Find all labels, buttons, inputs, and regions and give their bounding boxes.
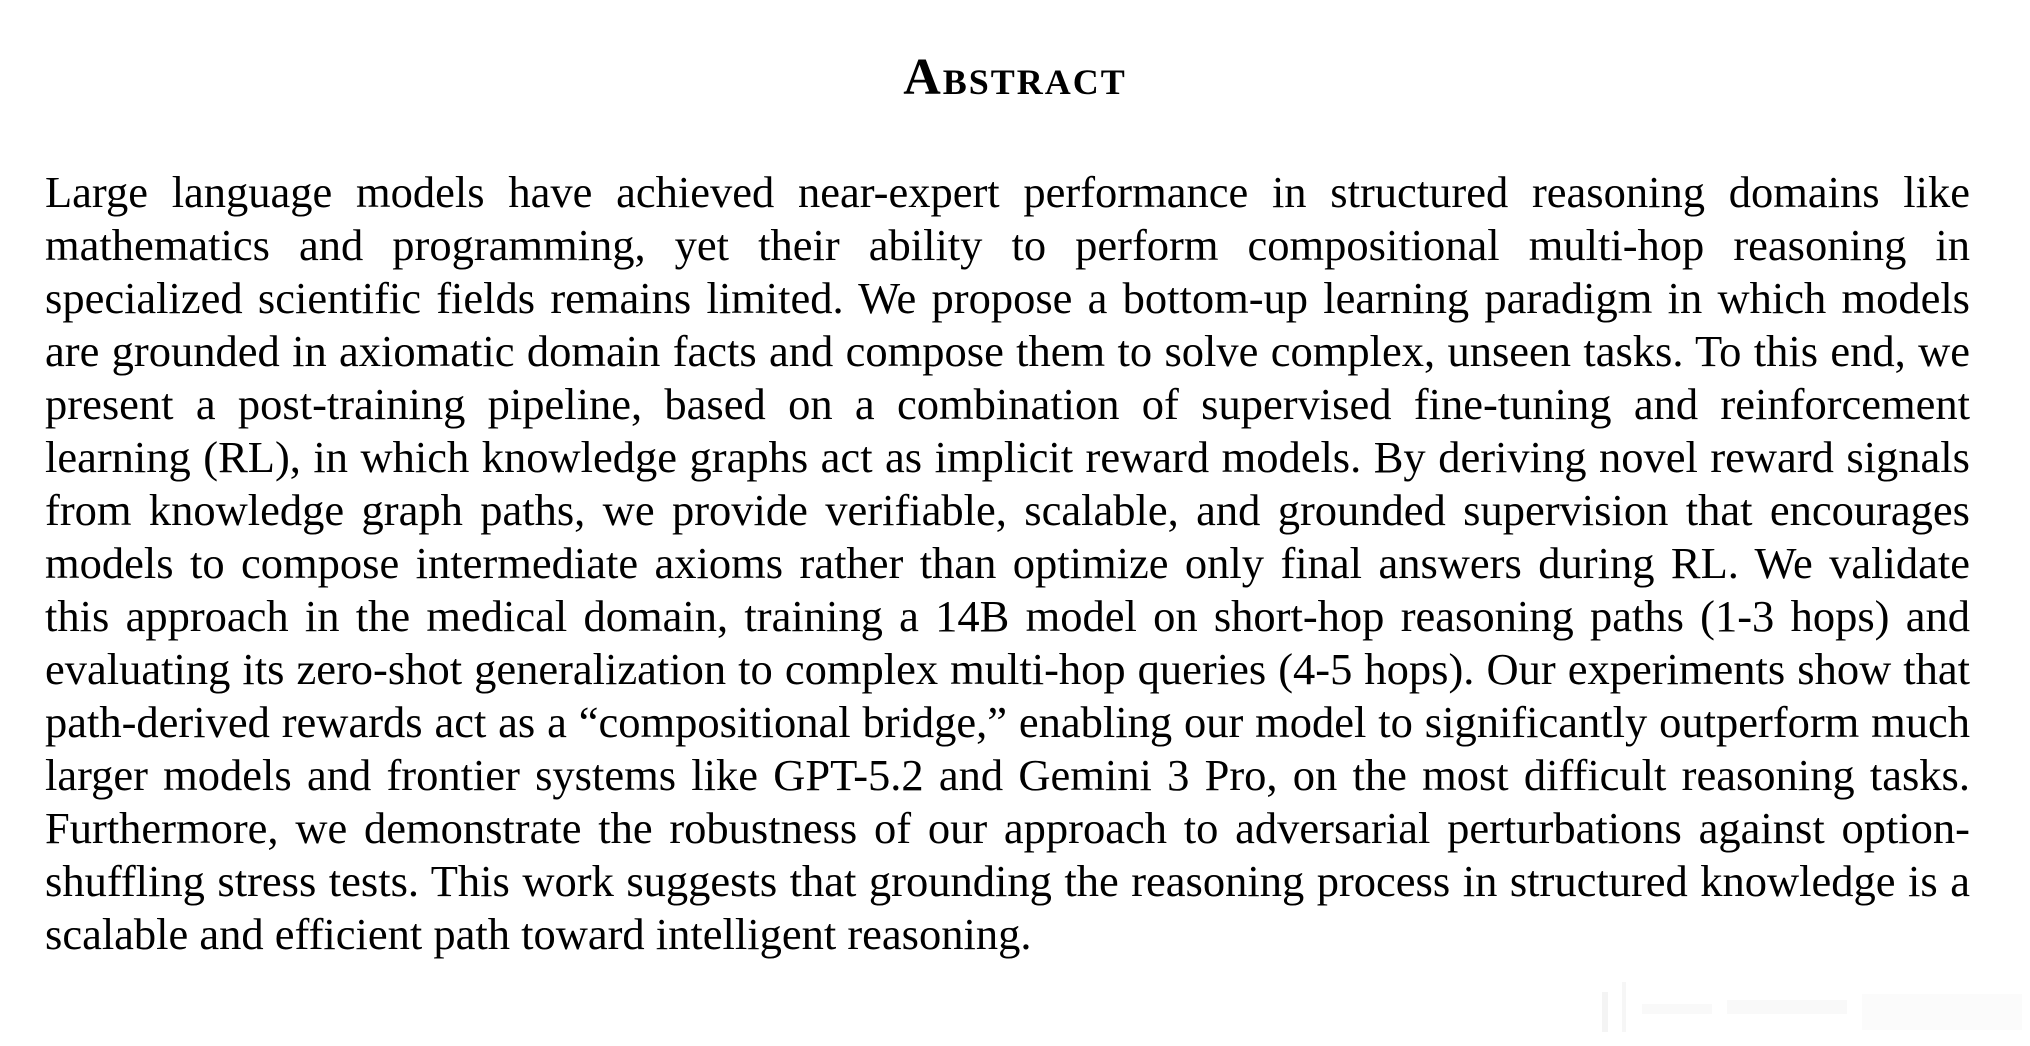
watermark-icon [1582, 962, 2022, 1038]
abstract-heading: Abstract [903, 49, 1127, 106]
abstract-body: Large language models have achieved near-expert performance in structured reasoning domains like mathematics and programming, yet their ability to perform compositional multi-hop reasoning in specialized scientific fields remains limited. We propose a bottom-up learning paradigm in which models are grounded in axiomatic domain facts and compose them to solve complex, unseen tasks. To this end, we present a post-training pipeline, based on a combination of supervised fine-tuning and reinforcement learning (RL), in which knowledge graphs act as implicit reward models. By deriving novel reward signals from knowledge graph paths, we provide verifiable, scalable, and grounded supervision that encourages models to compose intermediate axioms rather than optimize only final answers during RL. We validate this approach in the medical domain, training a 14B model on short-hop reasoning paths (1-3 hops) and evaluating its zero-shot generalization to complex multi-hop queries (4-5 hops). Our experiments show that path-derived rewards act as a “compositional bridge,” enabling our model to significantly outperform much larger models and frontier systems like GPT-5.2 and Gemini 3 Pro, on the most difficult reasoning tasks. Furthermore, we demonstrate the robustness of our approach to adversarial perturbations against option-shuffling stress tests. This work suggests that grounding the reasoning process in structured knowledge is a scalable and efficient path toward intelligent reasoning. [45, 167, 1970, 959]
